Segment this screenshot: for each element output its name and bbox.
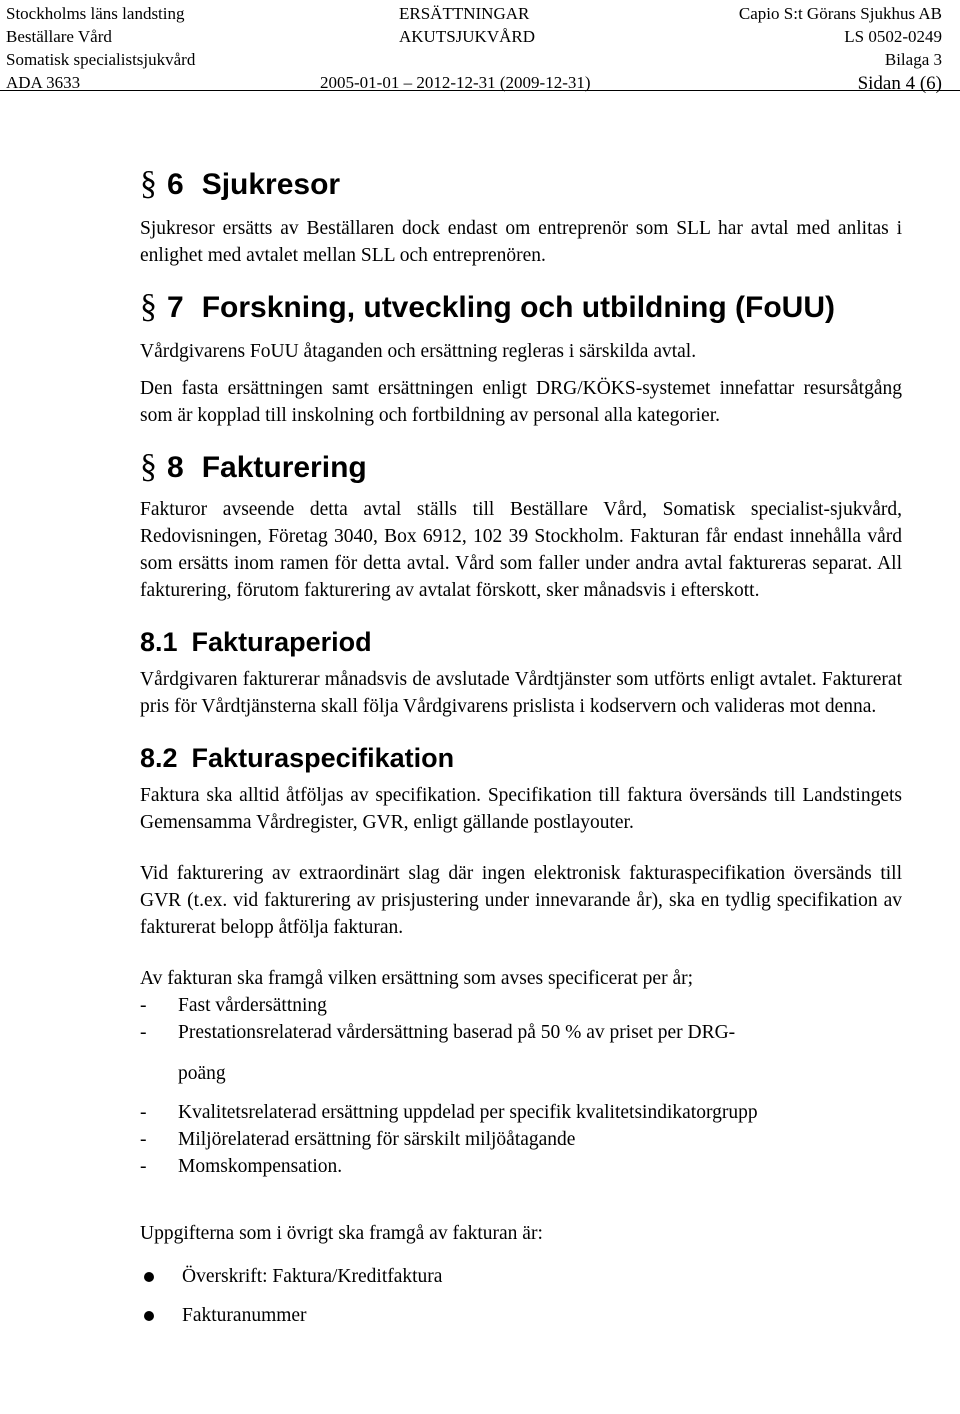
subsection-title: Fakturaspecifikation — [191, 743, 455, 773]
section-number: 6 — [167, 168, 184, 201]
section-7-heading — [140, 289, 902, 326]
list-item-text: poäng — [178, 1063, 226, 1084]
list-dash: - — [140, 1156, 147, 1177]
section-number: 7 — [167, 291, 184, 324]
list-item-text: Miljörelaterad ersättning för särskilt miljöåtagande — [178, 1129, 576, 1150]
section-title: Sjukresor — [201, 168, 341, 201]
section-title: Fakturering — [201, 451, 367, 484]
bullet-text: Fakturanummer — [182, 1305, 307, 1326]
list-item-text: Prestationsrelaterad vårdersättning baserad på 50 % av priset per DRG- — [178, 1022, 736, 1043]
subsection-title: Fakturaperiod — [191, 627, 372, 657]
section-8-2-paragraph-4: Uppgifterna som i övrigt ska framgå av fakturan är: — [140, 1223, 543, 1244]
header-case-number: LS 0502-0249 — [844, 27, 942, 46]
section-6-paragraph: Sjukresor ersätts av Beställaren dock endast om entreprenör som SLL har avtal med anlitas i enlighet med avtalet mellan SLL och entreprenören. — [140, 218, 902, 266]
bullet-item — [140, 1302, 902, 1329]
list-item-text: Kvalitetsrelaterad ersättning uppdelad per specifik kvalitetsindikatorgrupp — [178, 1102, 758, 1123]
section-number: 8 — [167, 451, 184, 484]
section-title: Forskning, utveckling och utbildning (FoUU) — [201, 291, 835, 324]
list-dash: - — [140, 1129, 147, 1150]
section-symbol: § — [140, 165, 157, 202]
list-item — [140, 1019, 902, 1046]
bullet-icon — [144, 1272, 154, 1282]
section-6-heading — [140, 166, 902, 203]
header-appendix: Bilaga 3 — [884, 50, 942, 69]
list-dash: - — [140, 995, 147, 1016]
section-8-2-paragraph-2: Vid fakturering av extraordinärt slag där ingen elektronisk fakturaspecifikation översänds till GVR (t.ex. vid fakturering av prisjustering under innevarande år), ska en tydlig specifikation av fakturerat belopp åtfölja fakturan. — [140, 863, 902, 938]
bullet-item — [140, 1263, 902, 1290]
subsection-number: 8.2 — [140, 743, 178, 773]
section-8-heading — [140, 449, 902, 486]
header-period: 2005-01-01 – 2012-12-31 (2009-12-31) — [320, 73, 591, 92]
list-dash: - — [140, 1102, 147, 1123]
section-8-2-paragraph-1: Faktura ska alltid åtföljas av specifikation. Specifikation till faktura översänds till Landstingets Gemensamma Vårdregister, GVR, enligt gällande postlayouter. — [140, 785, 902, 833]
header-page-number: Sidan 4 (6) — [857, 73, 942, 94]
bullet-icon — [144, 1311, 154, 1321]
list-item — [140, 992, 902, 1019]
header-provider: Capio S:t Görans Sjukhus AB — [738, 4, 942, 23]
section-symbol: § — [140, 288, 157, 325]
section-symbol: § — [140, 448, 157, 485]
header-doc-subject: AKUTSJUKVÅRD — [399, 27, 536, 46]
section-8-paragraph: Fakturor avseende detta avtal ställs till Beställare Vård, Somatisk specialist-sjukvård, Redovisningen, Företag 3040, Box 6912, 102 39 Stockholm. Fakturan får endast innehålla vård som ersätts inom ramen för detta avtal. Vård som faller under andra avtal faktureras separat. All fakturering, förutom fakturering av avtalat förskott, sker månadsvis i efterskott. — [140, 499, 902, 601]
header-divider — [0, 90, 960, 91]
invoice-fields-list — [140, 1263, 902, 1329]
section-8-1-paragraph: Vårdgivaren fakturerar månadsvis de avslutade Vårdtjänster som utförts enligt avtalet. Fakturerat pris för Vårdtjänsterna skall följa Vårdgivarens prislista i kodservern och valideras mot denna. — [140, 669, 902, 717]
bullet-text: Överskrift: Faktura/Kreditfaktura — [182, 1266, 443, 1287]
section-7-paragraph-2: Den fasta ersättningen samt ersättningen enligt DRG/KÖKS-systemet innefattar resursåtgång som är kopplad till inskolning och fortbildning av personal alla kategorier. — [140, 378, 902, 426]
header-unit: Beställare Vård — [6, 27, 112, 46]
section-8-2-paragraph-3: Av fakturan ska framgå vilken ersättning som avses specificerat per år; — [140, 968, 694, 989]
document-body — [140, 160, 902, 1329]
section-8-2-heading — [140, 742, 902, 774]
list-item — [140, 1126, 902, 1153]
subsection-number: 8.1 — [140, 627, 178, 657]
header-org: Stockholms läns landsting — [6, 4, 185, 23]
list-item-text: Momskompensation. — [178, 1156, 343, 1177]
header-doc-type: ERSÄTTNINGAR — [399, 4, 530, 23]
list-item — [140, 1099, 902, 1126]
header-department: Somatisk specialistsjukvård — [6, 50, 196, 69]
list-dash: - — [140, 1022, 147, 1043]
compensation-list — [140, 992, 902, 1180]
header-ada: ADA 3633 — [6, 73, 81, 92]
section-7-paragraph-1: Vårdgivarens FoUU åtaganden och ersättning regleras i särskilda avtal. — [140, 341, 697, 362]
list-item — [140, 1153, 902, 1180]
list-item-continuation — [140, 1060, 902, 1087]
list-item-text: Fast vårdersättning — [178, 995, 327, 1016]
section-8-1-heading — [140, 626, 902, 658]
